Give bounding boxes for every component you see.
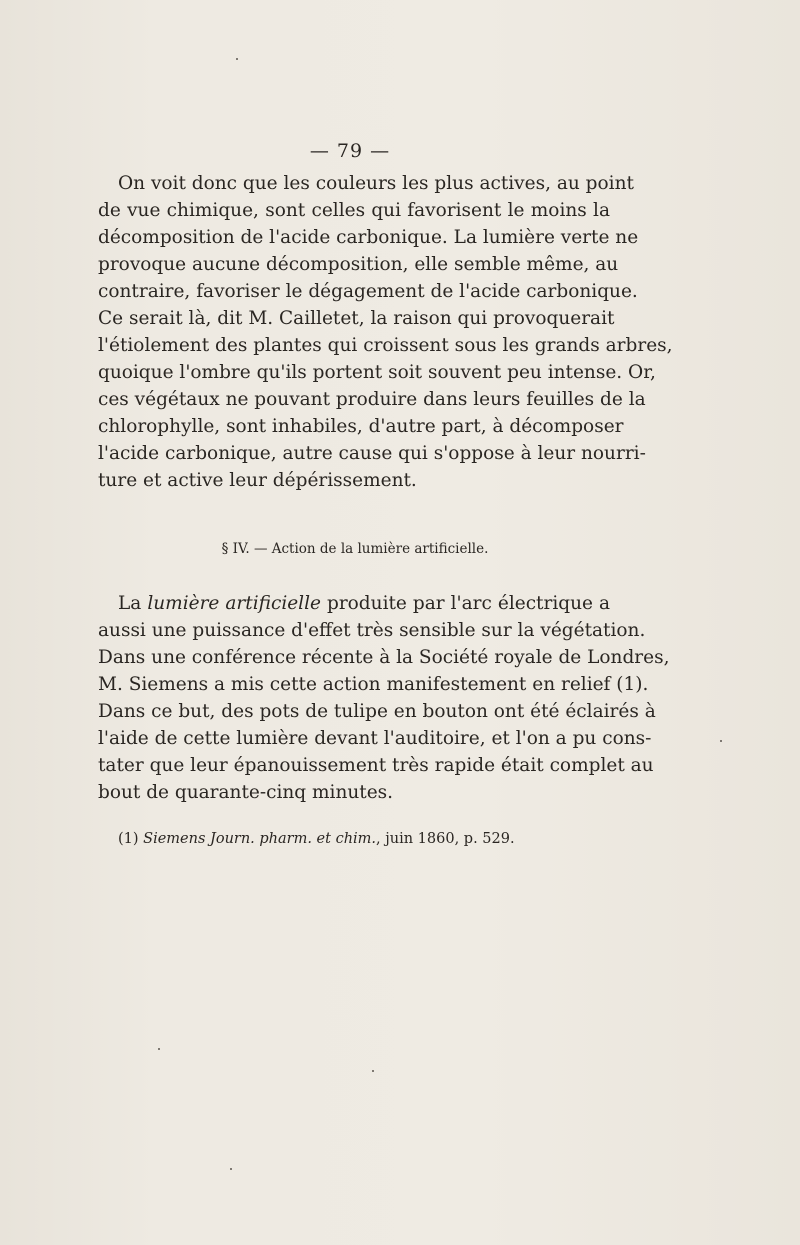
paragraph-line: Dans une conférence récente à la Société royale de Londres, [98, 647, 670, 668]
paper-speck [720, 740, 722, 742]
section-heading: § IV. — Action de la lumière artificielle. [221, 541, 489, 557]
page-number: — 79 — [309, 140, 391, 162]
paragraph-line: ture et active leur dépérissement. [98, 470, 417, 491]
paragraph-line: bout de quarante-cinq minutes. [98, 782, 394, 803]
paragraph-line: décomposition de l'acide carbonique. La lumière verte ne [98, 227, 639, 248]
paragraph-line: On voit donc que les couleurs les plus actives, au point [118, 173, 634, 194]
paragraph-line: provoque aucune décomposition, elle semble même, au [98, 254, 619, 275]
paragraph-line: contraire, favoriser le dégagement de l'acide carbonique. [98, 281, 638, 302]
paragraph-line: l'aide de cette lumière devant l'auditoire, et l'on a pu cons- [98, 728, 652, 749]
paper-speck [236, 58, 238, 60]
paper-speck [158, 1048, 160, 1050]
footnote [118, 829, 515, 849]
paragraph-line: Ce serait là, dit M. Cailletet, la raison qui provoquerait [98, 308, 615, 329]
paragraph-line: M. Siemens a mis cette action manifestement en relief (1). [98, 674, 649, 695]
paragraph-line: l'étiolement des plantes qui croissent sous les grands arbres, [98, 335, 673, 356]
paragraph-line: quoique l'ombre qu'ils portent soit souvent peu intense. Or, [98, 362, 656, 383]
paragraph-line: ces végétaux ne pouvant produire dans leurs feuilles de la [98, 389, 646, 410]
paragraph-line: aussi une puissance d'effet très sensible sur la végétation. [98, 620, 646, 641]
footnote-marker: (1) [118, 831, 144, 847]
paragraph-line: de vue chimique, sont celles qui favorisent le moins la [98, 200, 610, 221]
paragraph-line: chlorophylle, sont inhabiles, d'autre part, à décomposer [98, 416, 624, 437]
paragraph-line: tater que leur épanouissement très rapide était complet au [98, 755, 654, 776]
text-run: La [118, 593, 148, 614]
paper-speck [230, 1168, 232, 1170]
footnote-citation: Siemens Journ. pharm. et chim. [143, 831, 377, 847]
text-run: produite par l'arc électrique a [320, 593, 611, 614]
footnote-text: , juin 1860, p. 529. [376, 831, 515, 847]
italic-term: lumière artificielle [147, 593, 321, 614]
paragraph-line-first [98, 590, 610, 617]
paper-speck [372, 1070, 374, 1072]
paragraph-line: l'acide carbonique, autre cause qui s'oppose à leur nourri- [98, 443, 646, 464]
paragraph-line: Dans ce but, des pots de tulipe en bouton ont été éclairés à [98, 701, 656, 722]
